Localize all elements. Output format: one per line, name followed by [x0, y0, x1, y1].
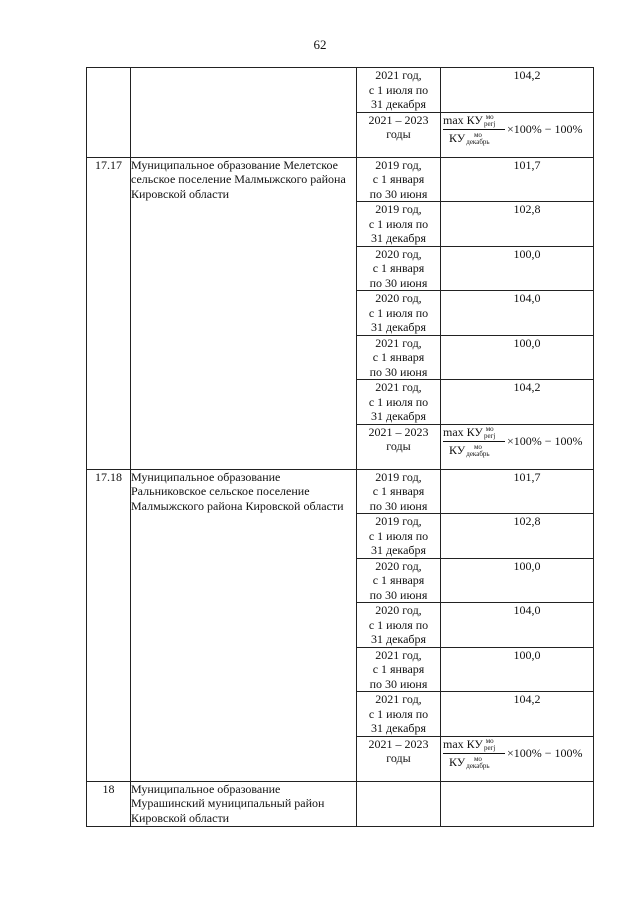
formula-sup: мо: [473, 131, 482, 139]
period-cell: 2021 год, с 1 января по 30 июня: [357, 335, 441, 380]
formula-indices: [484, 426, 495, 440]
period-cell: 2020 год, с 1 января по 30 июня: [357, 246, 441, 291]
formula-indices: [466, 756, 489, 770]
formula-sup: мо: [485, 424, 494, 433]
formula-max: max: [443, 736, 464, 751]
formula-sup: мо: [473, 755, 482, 763]
value-cell: [441, 291, 594, 336]
formula-indices: [484, 738, 495, 752]
formula-denominator: [443, 755, 490, 770]
formula-numerator: [443, 425, 496, 440]
value-cell: [441, 246, 594, 291]
formula-tail: ×100% − 100%: [507, 434, 583, 449]
row-number: 17.18: [87, 469, 131, 781]
value-cell: [441, 157, 594, 202]
period-cell: 2021 – 2023 годы: [357, 424, 441, 469]
formula-ky: КУ: [466, 112, 483, 127]
index-value: 104,2: [513, 692, 541, 706]
value-cell: [441, 68, 594, 113]
formula-sup: мо: [473, 443, 482, 451]
table-row: [87, 157, 594, 202]
formula-tail: ×100% − 100%: [507, 122, 583, 137]
index-value: 104,2: [513, 380, 541, 394]
index-value: 100,0: [513, 558, 541, 573]
formula-sup: мо: [485, 112, 494, 121]
formula-fraction: [443, 113, 505, 147]
row-number: 18: [87, 781, 131, 826]
table-row: [87, 781, 594, 826]
formula-ky: КУ: [449, 442, 466, 457]
row-number: 17.17: [87, 157, 131, 469]
formula-ky: КУ: [449, 130, 466, 145]
value-cell: [441, 603, 594, 648]
period-cell: 2019 год, с 1 июля по 31 декабря: [357, 514, 441, 559]
index-value: 100,0: [513, 246, 541, 261]
value-cell: [441, 514, 594, 559]
period-cell: 2021 год, с 1 июля по 31 декабря: [357, 692, 441, 737]
value-cell: [441, 424, 594, 469]
formula-indices: [466, 444, 489, 458]
value-cell: [441, 736, 594, 781]
table-row: [87, 469, 594, 514]
fraction-bar: [443, 129, 505, 130]
formula-sub: регj: [483, 431, 496, 440]
tariff-formula: [441, 737, 593, 771]
formula-max: max: [443, 424, 464, 439]
formula-numerator: [443, 113, 496, 128]
tariff-table: [86, 67, 594, 827]
formula-tail: ×100% − 100%: [507, 746, 583, 761]
formula-sub: декабрь: [466, 762, 490, 770]
formula-ky: КУ: [466, 424, 483, 439]
value-cell: [441, 380, 594, 425]
formula-fraction: [443, 737, 505, 771]
value-cell: [441, 647, 594, 692]
municipality-name: Муниципальное образование Ральниковское сельское поселение Малмыжского района Кировской области: [131, 469, 357, 781]
table-row: [87, 68, 594, 113]
period-cell: [357, 781, 441, 826]
formula-indices: [466, 132, 489, 146]
value-cell: [441, 335, 594, 380]
period-cell: 2019 год, с 1 января по 30 июня: [357, 157, 441, 202]
formula-sub: регj: [483, 743, 496, 752]
page-number: 62: [313, 37, 327, 52]
tariff-formula: [441, 425, 593, 459]
row-number: [87, 68, 131, 158]
index-value: 101,7: [513, 469, 541, 484]
period-cell: 2021 год, с 1 июля по 31 декабря: [357, 380, 441, 425]
formula-denominator: [443, 131, 490, 146]
municipality-name: [131, 68, 357, 158]
period-cell: 2020 год, с 1 июля по 31 декабря: [357, 603, 441, 648]
formula-sub: регj: [483, 119, 496, 128]
index-value: 100,0: [513, 647, 541, 662]
period-cell: 2020 год, с 1 июля по 31 декабря: [357, 291, 441, 336]
value-cell: [441, 112, 594, 157]
index-value: 102,8: [513, 514, 541, 528]
period-cell: 2021 – 2023 годы: [357, 736, 441, 781]
fraction-bar: [443, 441, 505, 442]
value-cell: [441, 692, 594, 737]
municipality-name: Муниципальное образование Мелетское сельское поселение Малмыжского района Кировской области: [131, 157, 357, 469]
formula-ky: КУ: [449, 754, 466, 769]
formula-ky: КУ: [466, 736, 483, 751]
period-cell: 2021 год, с 1 июля по 31 декабря: [357, 68, 441, 113]
formula-sup: мо: [485, 736, 494, 745]
tariff-formula: [441, 113, 593, 147]
formula-sub: декабрь: [466, 138, 490, 146]
formula-indices: [484, 114, 495, 128]
period-cell: 2020 год, с 1 января по 30 июня: [357, 558, 441, 603]
formula-max: max: [443, 112, 464, 127]
index-value: 104,0: [513, 291, 541, 305]
formula-numerator: [443, 737, 496, 752]
formula-denominator: [443, 443, 490, 458]
index-value: 100,0: [513, 335, 541, 350]
value-cell: [441, 202, 594, 247]
index-value: 104,0: [513, 603, 541, 617]
value-cell: [441, 558, 594, 603]
formula-sub: декабрь: [466, 450, 490, 458]
municipality-name: Муниципальное образование Мурашинский муниципальный район Кировской области: [131, 781, 357, 826]
period-cell: 2021 – 2023 годы: [357, 112, 441, 157]
period-cell: 2021 год, с 1 января по 30 июня: [357, 647, 441, 692]
value-cell: [441, 469, 594, 514]
index-value: 101,7: [513, 157, 541, 172]
index-value: 104,2: [513, 68, 541, 82]
index-value: 102,8: [513, 202, 541, 216]
value-cell: [441, 781, 594, 826]
period-cell: 2019 год, с 1 января по 30 июня: [357, 469, 441, 514]
period-cell: 2019 год, с 1 июля по 31 декабря: [357, 202, 441, 247]
fraction-bar: [443, 753, 505, 754]
formula-fraction: [443, 425, 505, 459]
